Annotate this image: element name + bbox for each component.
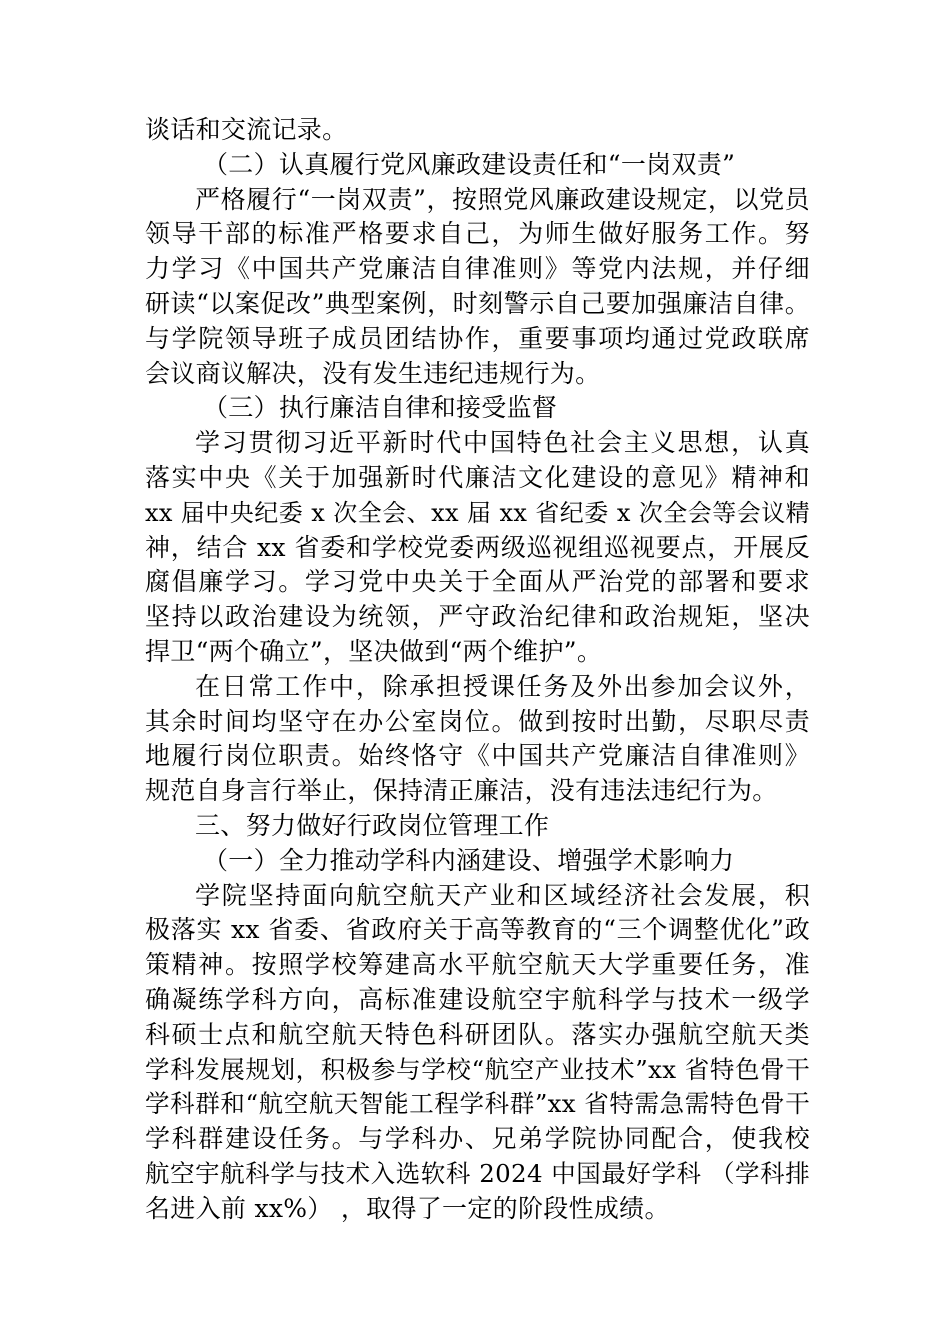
text-line: 神，结合 xx 省委和学校党委两级巡视组巡视要点，开展反 <box>145 532 810 562</box>
section-heading: （二）认真履行党风廉政建设责任和“一岗双责” <box>203 149 736 179</box>
text-line: 名进入前 xx%） ，取得了一定的阶段性成绩。 <box>145 1193 670 1223</box>
text-line: 腐倡廉学习。学习党中央关于全面从严治党的部署和要求 <box>145 567 810 597</box>
text-line: 学习贯彻习近平新时代中国特色社会主义思想，认真 <box>195 428 810 458</box>
text-line: 其余时间均坚守在办公室岗位。做到按时出勤，尽职尽责 <box>145 706 810 736</box>
text-line: 航空宇航科学与技术入选软科 2024 中国最好学科 （学科排 <box>145 1158 810 1188</box>
text-line: 学科群建设任务。与学科办、兄弟学院协同配合，使我校 <box>145 1124 810 1154</box>
text-line: 坚持以政治建设为统领，严守政治纪律和政治规矩，坚决 <box>145 602 810 632</box>
text-line: 学科发展规划，积极参与学校“航空产业技术”xx 省特色骨干 <box>145 1054 810 1084</box>
text-line: 学院坚持面向航空航天产业和区域经济社会发展，积 <box>195 880 810 910</box>
chapter-heading: 三、努力做好行政岗位管理工作 <box>195 810 550 840</box>
text-line: 与学院领导班子成员团结协作，重要事项均通过党政联席 <box>145 323 810 353</box>
text-line: 领导干部的标准严格要求自己，为师生做好服务工作。努 <box>145 219 810 249</box>
text-line: 谈话和交流记录。 <box>145 115 348 144</box>
text-line: 科硕士点和航空航天特色科研团队。落实办强航空航天类 <box>145 1019 810 1049</box>
text-line: 力学习《中国共产党廉洁自律准则》等党内法规，并仔细 <box>145 254 810 284</box>
section-heading: （三）执行廉洁自律和接受监督 <box>203 393 558 423</box>
text-line: 落实中央《关于加强新时代廉洁文化建设的意见》精神和 <box>145 462 810 492</box>
text-line: 严格履行“一岗双责”，按照党风廉政建设规定，以党员 <box>195 184 810 214</box>
text-line: 在日常工作中，除承担授课任务及外出参加会议外， <box>195 671 810 701</box>
text-line: 学科群和“航空航天智能工程学科群”xx 省特需急需特色骨干 <box>145 1089 810 1119</box>
text-line: xx 届中央纪委 x 次全会、xx 届 xx 省纪委 x 次全会等会议精 <box>145 498 810 527</box>
text-line: 策精神。按照学校筹建高水平航空航天大学重要任务，准 <box>145 950 810 980</box>
text-line: 捍卫“两个确立”，坚决做到“两个维护”。 <box>145 636 603 666</box>
text-line: 确凝练学科方向，高标准建设航空宇航科学与技术一级学 <box>145 984 810 1014</box>
text-line: 研读“以案促改”典型案例，时刻警示自己要加强廉洁自律。 <box>145 288 810 318</box>
text-line: 会议商议解决，没有发生违纪违规行为。 <box>145 358 601 388</box>
document-page <box>145 113 810 1227</box>
text-line: 地履行岗位职责。始终恪守《中国共产党廉洁自律准则》 <box>145 741 810 771</box>
section-heading: （一）全力推动学科内涵建设、增强学术影响力 <box>203 845 735 875</box>
text-line: 规范自身言行举止，保持清正廉洁，没有违法违纪行为。 <box>145 776 778 806</box>
text-line: 极落实 xx 省委、省政府关于高等教育的“三个调整优化”政 <box>145 915 810 945</box>
